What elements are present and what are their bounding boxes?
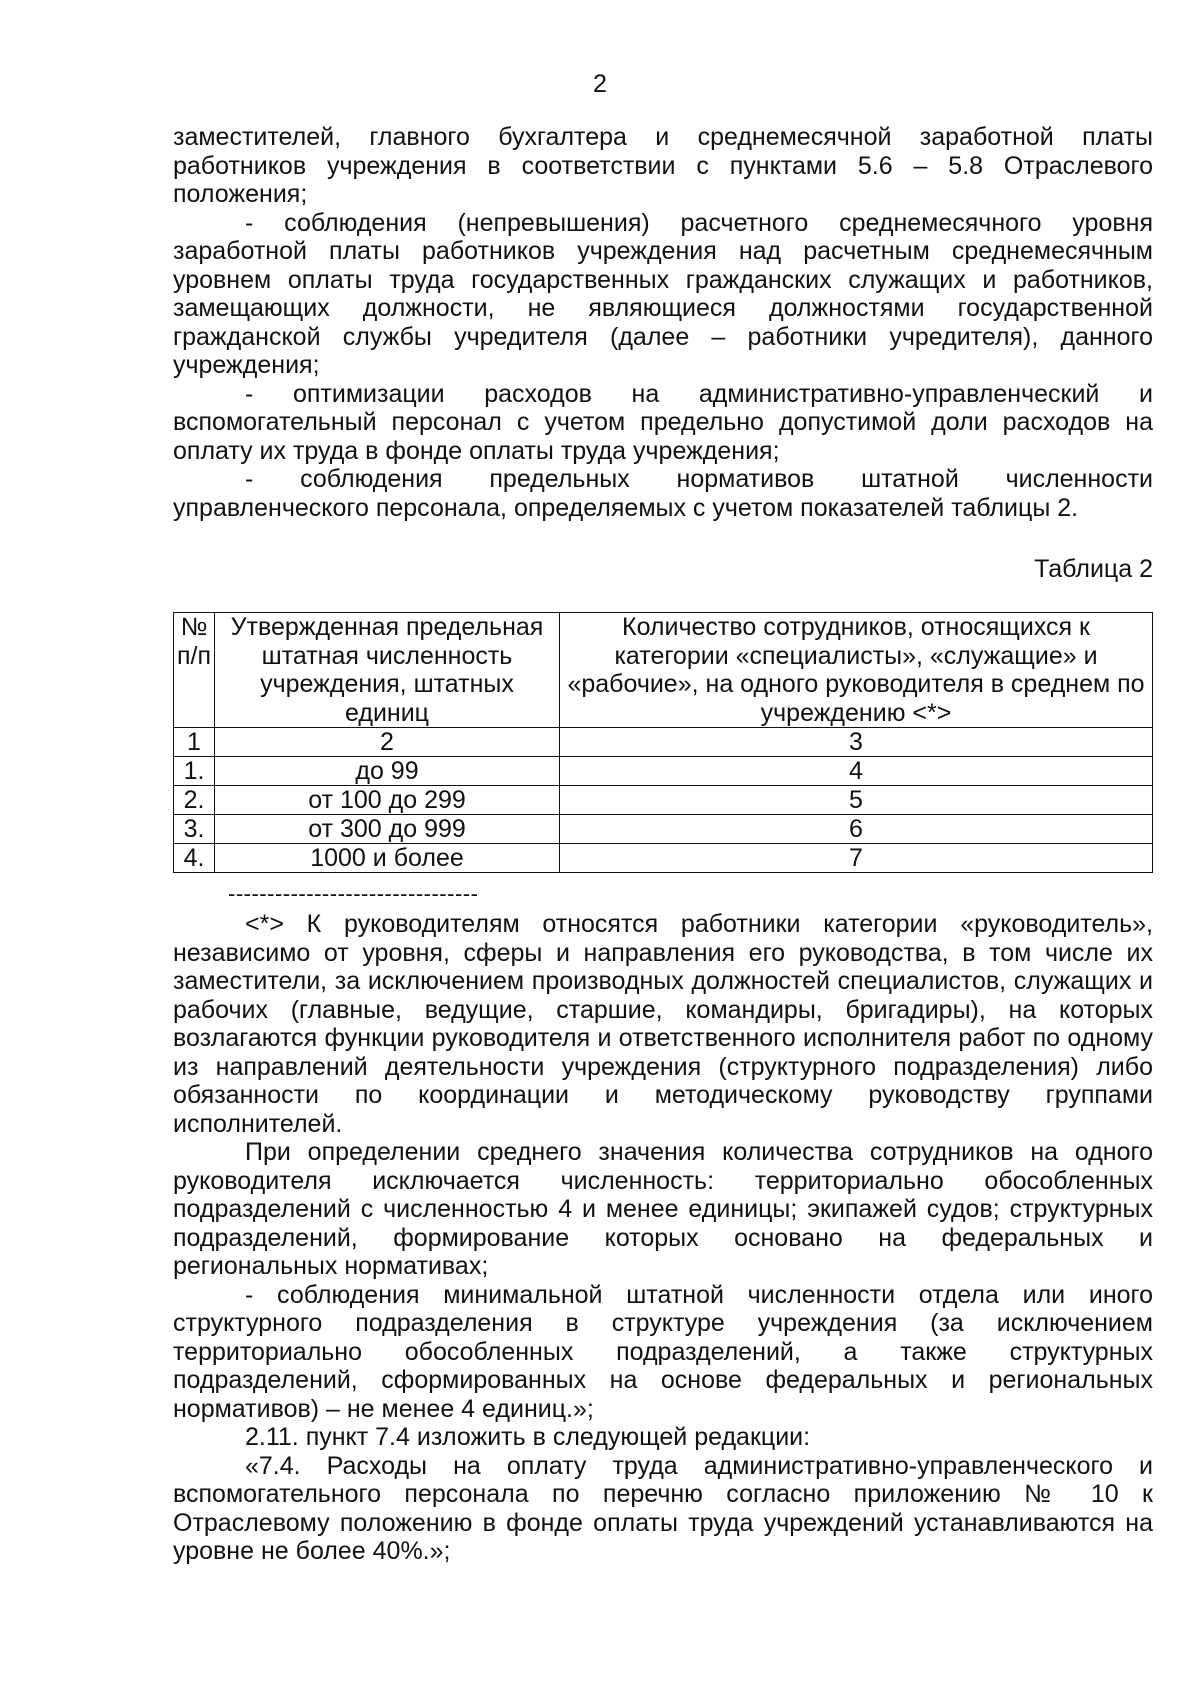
header-number: № п/п [174, 613, 215, 728]
row-number-cell: 4. [174, 844, 215, 873]
paragraph: 2.11. пункт 7.4 изложить в следующей редакции: [245, 1423, 811, 1451]
table-header-row [174, 613, 1153, 728]
paragraph: - соблюдения (непревышения) расчетного среднемесячного уровня заработной платы работников учреждения над расчетным среднемесячным уровнем оплаты труда государственных гражданских служащих и работников, замещающих должности, не являющиеся должностями государственной гражданской службы учредителя (далее – работники учредителя), данного учреждения; [173, 208, 1153, 379]
table-row [174, 844, 1153, 873]
staff-limit-cell: до 99 [215, 757, 560, 786]
footnote-paragraph: <*> К руководителям относятся работники категории «руководитель», независимо от уровня, сферы и направления его руководства, в том числе их заместители, за исключением производных должностей специалистов, служащих и рабочих (главные, ведущие, старшие, командиры, бригадиры), на которых возлагаются функции руководителя и ответственного исполнителя работ по одному из направлений деятельности учреждения (структурного подразделения) либо обязанности по координации и методическому руководству группами исполнителей. [173, 910, 1153, 1138]
row-number-cell: 2. [174, 786, 215, 815]
page-number: 2 [593, 70, 607, 98]
staff-limit-cell: 1000 и более [215, 844, 560, 873]
table-row [174, 757, 1153, 786]
staffing-norms-table [173, 612, 1153, 873]
staff-limit-cell: от 100 до 299 [215, 786, 560, 815]
header-employees-per-manager: Количество сотрудников, относящихся к категории «специалисты», «служащие» и «рабочие», на одного руководителя в среднем по учреждению <*> [560, 613, 1153, 728]
text-block-bottom [173, 910, 1153, 1566]
paragraph: - соблюдения минимальной штатной численности отдела или иного структурного подразделения в структуре учреждения (за исключением территориально обособленных подразделений, а также структурных подразделений, сформированных на основе федеральных и региональных нормативов) – не менее 4 единиц.»; [173, 1280, 1153, 1423]
paragraph: заместителей, главного бухгалтера и среднемесячной заработной платы работников учреждения в соответствии с пунктами 5.6 – 5.8 Отраслевого положения; [173, 123, 1153, 208]
row-number-cell: 3. [174, 815, 215, 844]
employees-per-manager-cell: 5 [560, 786, 1153, 815]
employees-per-manager-cell: 6 [560, 815, 1153, 844]
column-number-cell: 2 [215, 728, 560, 757]
paragraph: - оптимизации расходов на административно-управленческий и вспомогательный персонал с учетом предельно допустимой доли расходов на оплату их труда в фонде оплаты труда учреждения; [173, 379, 1153, 465]
column-number-cell: 1 [174, 728, 215, 757]
paragraph: «7.4. Расходы на оплату труда административно-управленческого и вспомогательного персонала по перечню согласно приложению № 10 к Отраслевому положению в фонде оплаты труда учреждений устанавливаются на уровне не более 40%.»; [173, 1451, 1153, 1565]
text-block-top [173, 123, 1153, 522]
row-number-cell: 1. [174, 757, 215, 786]
employees-per-manager-cell: 4 [560, 757, 1153, 786]
table-row [174, 815, 1153, 844]
paragraph: При определении среднего значения количества сотрудников на одного руководителя исключается численность: территориально обособленных подразделений с численностью 4 и менее единицы; экипажей судов; структурных подразделений, формирование которых основано на федеральных и региональных нормативах; [173, 1138, 1153, 1280]
footnote-separator: -------------------------------- [228, 881, 479, 906]
paragraph: - соблюдения предельных нормативов штатной численности управленческого персонала, определяемых с учетом показателей таблицы 2. [173, 465, 1153, 522]
employees-per-manager-cell: 7 [560, 844, 1153, 873]
staff-limit-cell: от 300 до 999 [215, 815, 560, 844]
table-caption: Таблица 2 [1034, 555, 1153, 583]
table-row [174, 786, 1153, 815]
header-staff-limit: Утвержденная предельная штатная численность учреждения, штатных единиц [215, 613, 560, 728]
column-number-cell: 3 [560, 728, 1153, 757]
column-number-row [174, 728, 1153, 757]
